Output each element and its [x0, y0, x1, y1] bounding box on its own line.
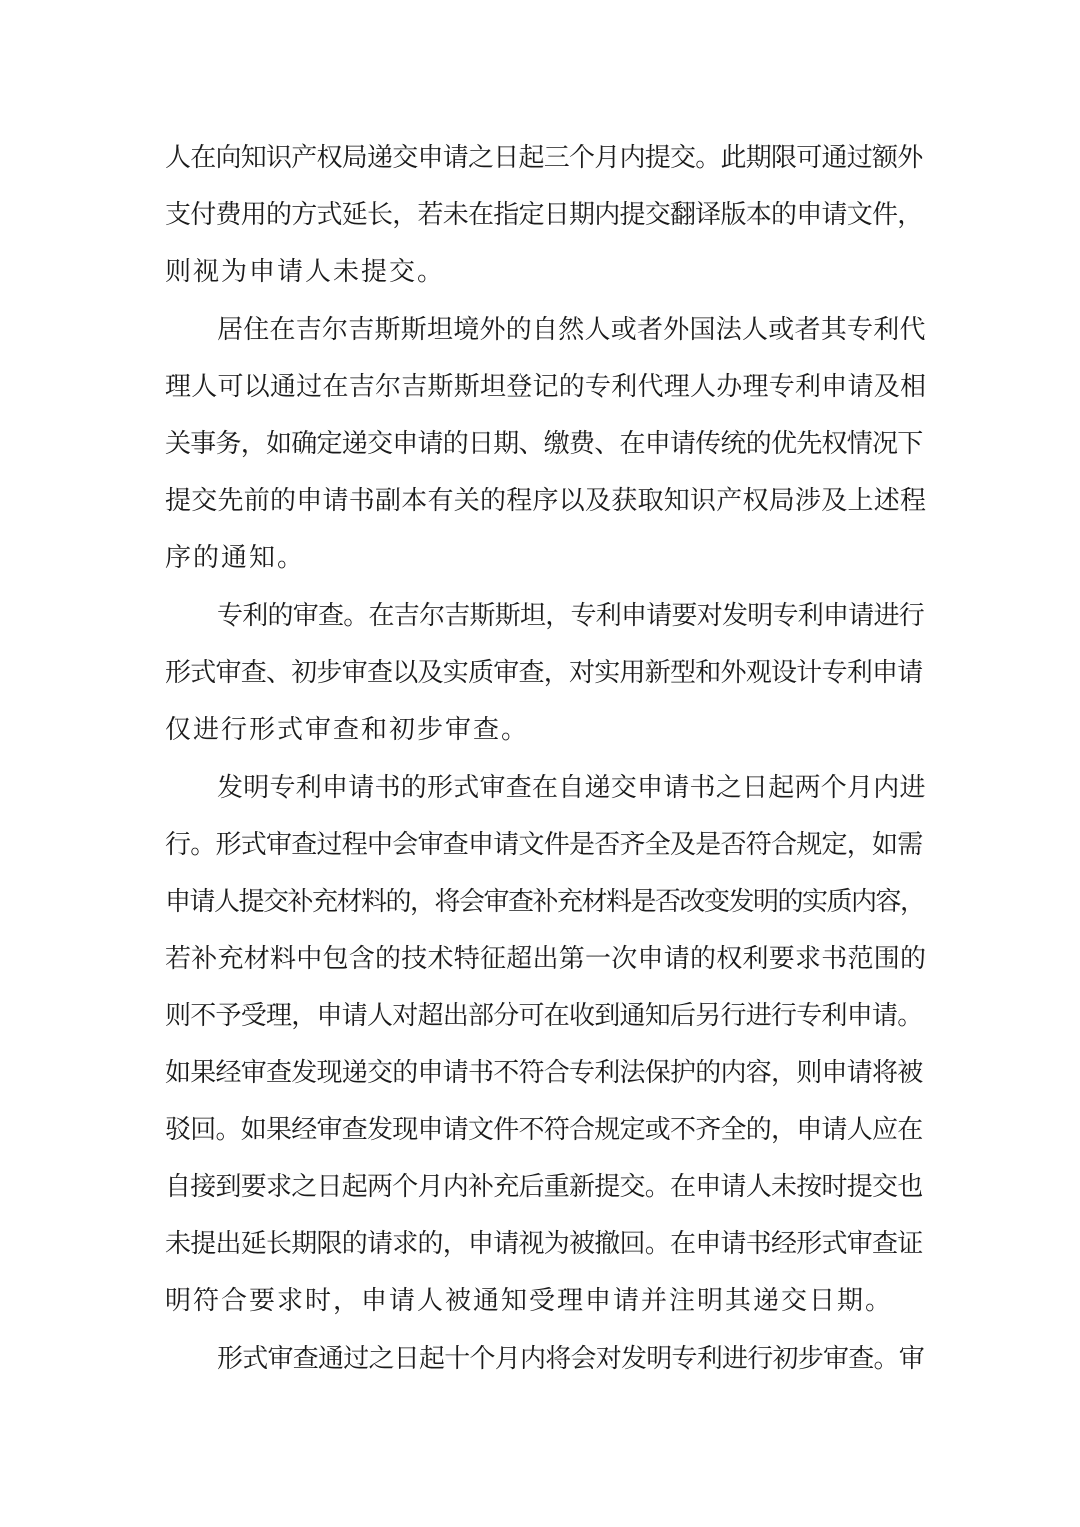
text-line: 未提出延长期限的请求的，申请视为被撤回。在申请书经形式审查证: [165, 1229, 923, 1259]
text-line: 行。形式审查过程中会审查申请文件是否齐全及是否符合规定，如需: [165, 830, 923, 860]
text-line: 居住在吉尔吉斯斯坦境外的自然人或者外国法人或者其专利代: [217, 315, 926, 345]
text-line: 则不予受理，申请人对超出部分可在收到通知后另行进行专利申请。: [165, 1001, 923, 1031]
text-line: 提交先前的申请书副本有关的程序以及获取知识产权局涉及上述程: [165, 486, 927, 516]
text-line: 形式审查通过之日起十个月内将会对发明专利进行初步审查。审: [217, 1344, 925, 1374]
text-line: 如果经审查发现递交的申请书不符合专利法保护的内容，则申请将被: [165, 1058, 923, 1088]
text-line: 关事务，如确定递交申请的日期、缴费、在申请传统的优先权情况下: [165, 429, 923, 459]
text-line: 申请人提交补充材料的，将会审查补充材料是否改变发明的实质内容，: [165, 887, 925, 917]
text-line: 理人可以通过在吉尔吉斯斯坦登记的专利代理人办理专利申请及相: [165, 372, 927, 402]
text-line: 序的通知。: [165, 543, 306, 573]
text-line: 支付费用的方式延长，若未在指定日期内提交翻译版本的申请文件，: [165, 200, 923, 230]
text-line: 若补充材料中包含的技术特征超出第一次申请的权利要求书范围的: [165, 944, 927, 974]
text-line: 则视为申请人未提交。: [165, 257, 446, 287]
text-line: 人在向知识产权局递交申请之日起三个月内提交。此期限可通过额外: [165, 143, 923, 173]
text-line: 仅进行形式审查和初步审查。: [165, 715, 530, 745]
text-line: 驳回。如果经审查发现申请文件不符合规定或不齐全的，申请人应在: [165, 1115, 923, 1145]
text-line: 专利的审查。在吉尔吉斯斯坦，专利申请要对发明专利申请进行: [217, 601, 925, 631]
text-line: 明符合要求时，申请人被通知受理申请并注明其递交日期。: [165, 1286, 894, 1316]
text-line: 自接到要求之日起两个月内补充后重新提交。在申请人未按时提交也: [165, 1172, 923, 1202]
text-line: 形式审查、初步审查以及实质审查，对实用新型和外观设计专利申请: [165, 658, 923, 688]
text-line: 发明专利申请书的形式审查在自递交申请书之日起两个月内进: [217, 773, 926, 803]
